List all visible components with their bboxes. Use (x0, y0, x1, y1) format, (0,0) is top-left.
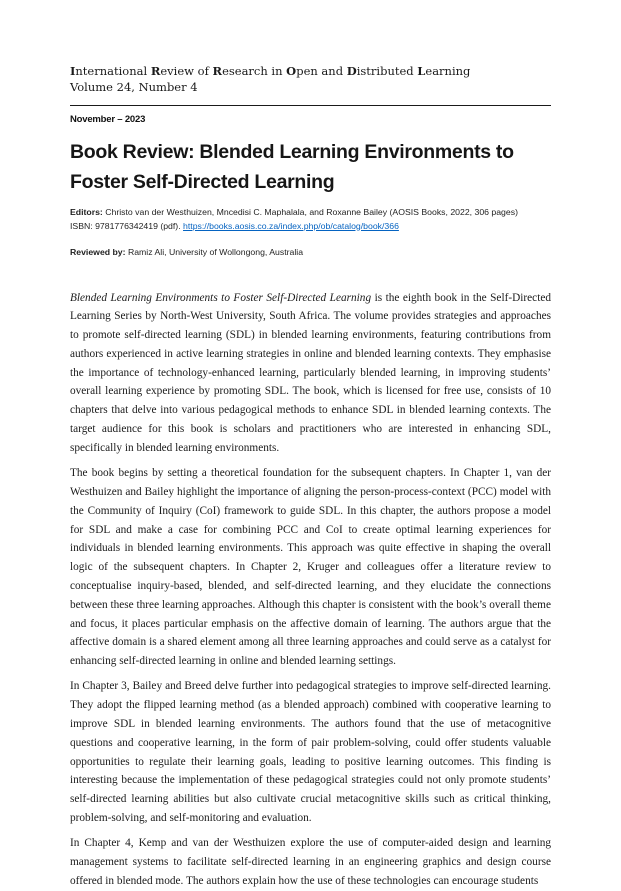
book-catalog-link[interactable]: https://books.aosis.co.za/index.php/ob/catalog/book/366 (183, 220, 399, 231)
editors-line (70, 206, 551, 220)
meta-block (70, 206, 551, 233)
paragraph-1-rest: is the eighth book in the Self-Directed Learning Series by North-West University, South Africa. The volume provides strategies and approaches to promote self-directed learning (SDL) in blended learning environments, featuring contributions from authors experienced in active learning strategies in online and blended learning contexts. They emphasise the importance of technology-enhanced learning, particularly blended learning, in improving students’ overall learning experience by promoting SDL. The book, which is licensed for free use, consists of 10 chapters that delve into various pedagogical methods to enhance SDL in blended learning contexts. The target audience for this book is scholars and practitioners who are interested in enhancing SDL, specifically in blended learning environments. (70, 291, 551, 454)
paragraph-4: In Chapter 4, Kemp and van der Westhuizen explore the use of computer-aided design and learning management systems to facilitate self-directed learning in an engineering graphics and design course offered in blended mode. The authors explain how the use of these technologies can encourage students (70, 837, 551, 887)
header-divider (70, 105, 551, 106)
review-body (70, 289, 551, 891)
paragraph-2: The book begins by setting a theoretical foundation for the subsequent chapters. In Chapter 1, van der Westhuizen and Bailey highlight the importance of aligning the person-process-context (PCC) model with the Community of Inquiry (CoI) framework to guide SDL. In this chapter, the authors propose a model for SDL and make a case for combining PCC and CoI to create optimal learning experiences for individuals in blended learning environments. This approach was quite effective in shaping the overall logic of the subsequent chapters. In Chapter 2, Kruger and colleagues offer a literature review to conceptualise inquiry-based, blended, and self-directed learning, and they elucidate the connections between these three learning approaches. Although this chapter is consistent with the book’s overall theme and focus, it places particular emphasis on the affective domain of learning. The authors argue that the affective domain is a shared element among all three learning approaches and could serve as a catalyst for enhancing self-directed learning in online and blended learning settings. (70, 467, 551, 668)
editors-text: Christo van der Westhuizen, Mncedisi C. Maphalala, and Roxanne Bailey (AOSIS Books, 2022, 306 pages) (102, 207, 518, 217)
paragraph-3: In Chapter 3, Bailey and Breed delve further into pedagogical strategies to improve self-directed learning. They adopt the flipped learning method (as a blended approach) combined with cooperative learning to improve SDL in blended learning environments. The authors found that the use of metacognitive questions and cooperative learning, in the form of pair problem-solving, could offer students valuable opportunities to regulate their learning goals, leading to positive learning outcomes. This finding is interesting because the implementation of these pedagogical strategies could not only promote students’ self-directed learning abilities but also cultivate crucial metacognitive skills such as critical thinking, problem-solving, and self-monitoring and evaluation. (70, 680, 551, 825)
editors-label: Editors: (70, 207, 103, 217)
reviewed-by-label: Reviewed by: (70, 247, 126, 257)
reviewed-by-text: Ramiz Ali, University of Wollongong, Australia (125, 247, 304, 257)
journal-title: International Review of Research in Open and Distributed Learning (70, 64, 471, 78)
volume-line: Volume 24, Number 4 (70, 79, 198, 94)
paragraph-1 (70, 289, 551, 458)
isbn-text: ISBN: 9781776342419 (pdf). (70, 220, 184, 231)
reviewed-by-line (70, 246, 551, 260)
isbn-line (70, 220, 551, 234)
article-title: Book Review: Blended Learning Environments to Foster Self-Directed Learning (70, 141, 514, 193)
issue-date: November – 2023 (70, 114, 146, 125)
journal-header (70, 64, 551, 95)
book-title-italic: Blended Learning Environments to Foster Self-Directed Learning (70, 291, 372, 304)
